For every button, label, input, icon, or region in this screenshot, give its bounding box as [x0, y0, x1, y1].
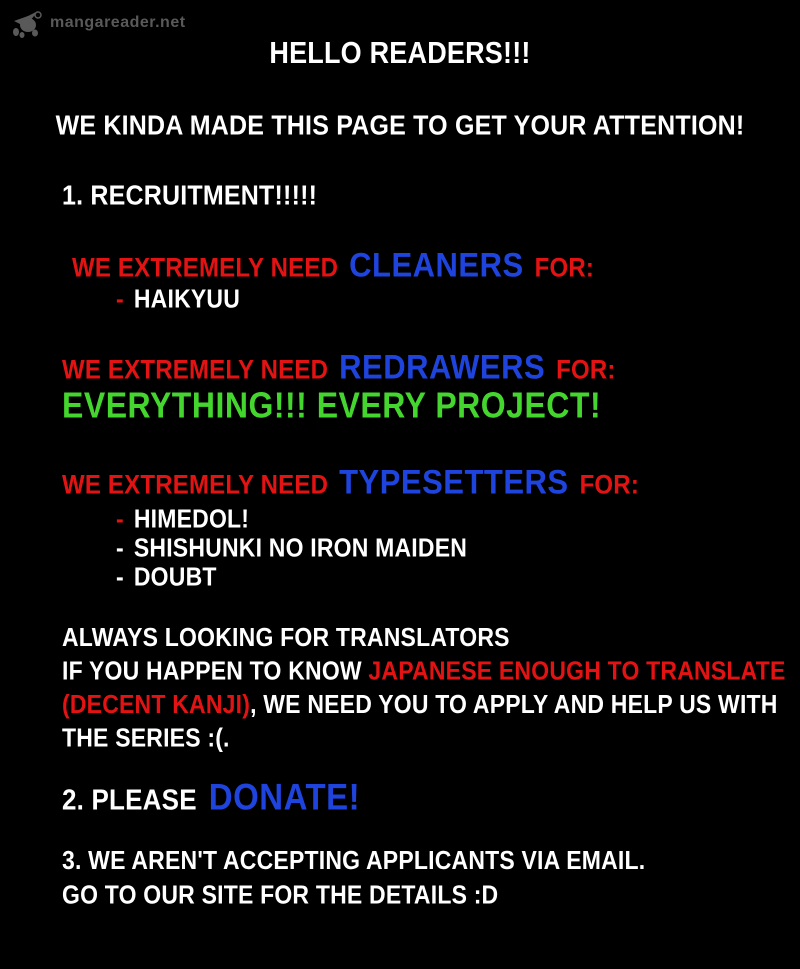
list-item-haikyuu — [116, 284, 240, 314]
need-row-redrawers — [62, 347, 616, 387]
watermark-site-name: mangareader.net — [50, 14, 186, 31]
need-role-cleaners: CLEANERS — [349, 245, 524, 285]
need-suffix: FOR: — [534, 252, 595, 284]
translators-line-4: THE SERIES :(. — [62, 723, 230, 753]
need-row-cleaners — [72, 245, 594, 285]
closing-block — [62, 843, 645, 912]
translators-line-3 — [62, 687, 786, 721]
need-role-typesetters: TYPESETTERS — [339, 462, 569, 502]
list-item-himedol — [116, 504, 249, 534]
intro-line: WE KINDA MADE THIS PAGE TO GET YOUR ATTENTION! — [55, 110, 745, 142]
list-item-doubt — [116, 562, 217, 592]
everything-banner: EVERYTHING!!! EVERY PROJECT! — [62, 385, 602, 426]
translators-line-1: ALWAYS LOOKING FOR TRANSLATORS — [62, 622, 510, 652]
site-watermark — [8, 7, 186, 39]
translators-line-3-red: (DECENT KANJI) — [62, 689, 251, 719]
mangareader-rabbit-logo-icon — [8, 7, 46, 39]
list-dash: - — [116, 562, 124, 592]
closing-line-1: 3. WE AREN'T ACCEPTING APPLICANTS VIA EMAIL. — [62, 845, 646, 875]
need-prefix: WE EXTREMELY NEED — [62, 354, 329, 386]
list-item-shishunki — [116, 533, 467, 563]
translators-line-2 — [62, 654, 786, 688]
donate-row — [62, 776, 360, 819]
list-item-label: SHISHUNKI NO IRON MAIDEN — [133, 533, 468, 563]
list-dash: - — [116, 284, 124, 314]
need-row-typesetters — [62, 462, 639, 502]
list-dash: - — [116, 533, 124, 563]
translators-paragraph — [62, 620, 786, 754]
list-dash: - — [116, 504, 124, 534]
translators-line-2-red: JAPANESE ENOUGH TO TRANSLATE — [368, 655, 786, 685]
list-item-label: HIMEDOL! — [133, 504, 250, 534]
need-prefix: WE EXTREMELY NEED — [72, 252, 339, 284]
donate-prefix: 2. PLEASE — [62, 782, 197, 817]
need-suffix: FOR: — [556, 354, 616, 386]
list-item-label: DOUBT — [133, 562, 217, 592]
need-suffix: FOR: — [579, 469, 640, 501]
translators-line-3-white: , WE NEED YOU TO APPLY AND HELP US WITH — [250, 689, 778, 719]
recruitment-heading: 1. RECRUITMENT!!!!! — [62, 180, 318, 212]
donate-word: DONATE! — [208, 776, 361, 818]
translators-line-2-white: IF YOU HAPPEN TO KNOW — [62, 655, 369, 685]
need-role-redrawers: REDRAWERS — [339, 347, 546, 387]
page-title: HELLO READERS!!! — [269, 36, 531, 70]
need-prefix: WE EXTREMELY NEED — [62, 469, 329, 501]
closing-line-2: GO TO OUR SITE FOR THE DETAILS :D — [62, 879, 499, 910]
list-item-label: HAIKYUU — [133, 284, 241, 314]
